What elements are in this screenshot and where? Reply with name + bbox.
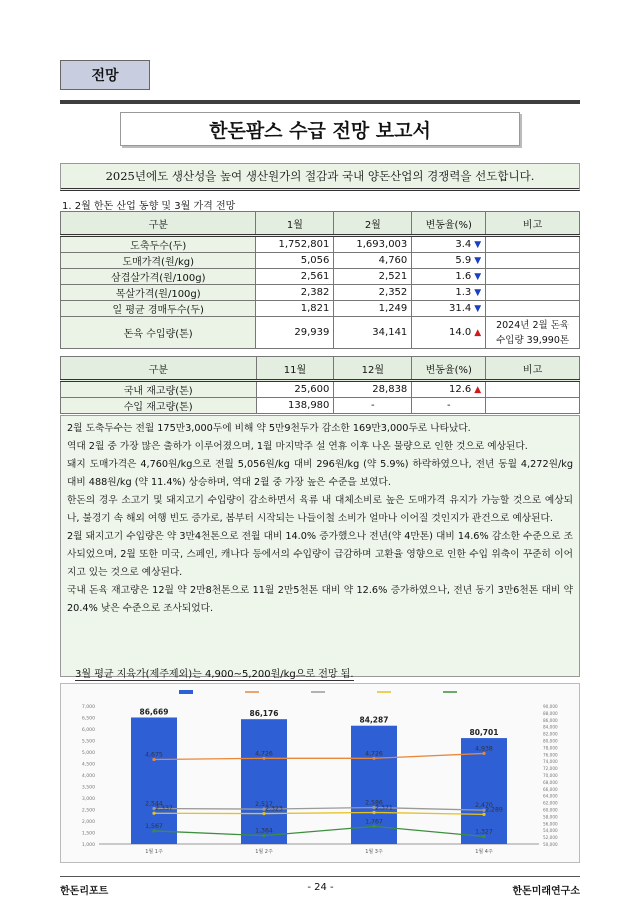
right-tick-label: 86,000 bbox=[543, 717, 558, 723]
chart-svg bbox=[61, 684, 581, 864]
header-cell: 12월 bbox=[334, 357, 412, 381]
note-cell bbox=[486, 253, 580, 269]
nov-value: 25,600 bbox=[256, 381, 334, 398]
left-tick-label: 5,500 bbox=[81, 739, 95, 745]
row-label: 도축두수(두) bbox=[61, 236, 256, 253]
narrative-box bbox=[60, 415, 580, 677]
x-tick-label: 1월 3주 bbox=[365, 849, 383, 855]
note-cell bbox=[486, 301, 580, 317]
note-cell: 2024년 2월 돈육 수입량 39,990톤 bbox=[486, 317, 580, 349]
jan-value: 2,382 bbox=[256, 285, 334, 301]
bar-data-label: 86,669 bbox=[139, 707, 169, 717]
inventory-table bbox=[60, 356, 580, 414]
feb-value: 1,249 bbox=[334, 301, 412, 317]
left-tick-label: 2,500 bbox=[81, 808, 95, 814]
right-tick-label: 90,000 bbox=[543, 704, 558, 709]
point-data-label: 2,544 bbox=[145, 800, 163, 808]
jan-value: 1,821 bbox=[256, 301, 334, 317]
row-label: 수입 재고량(톤) bbox=[61, 398, 257, 414]
x-tick-label: 1월 4주 bbox=[475, 849, 493, 855]
top-rule bbox=[60, 100, 580, 104]
feb-value: 34,141 bbox=[334, 317, 412, 349]
note-cell bbox=[486, 285, 580, 301]
feb-value: 4,760 bbox=[334, 253, 412, 269]
market-table bbox=[60, 211, 580, 349]
point-data-label: 4,726 bbox=[365, 750, 383, 758]
point-data-label: 1,327 bbox=[475, 828, 493, 836]
point-data-label: 1,364 bbox=[255, 827, 273, 835]
right-tick-label: 58,000 bbox=[543, 814, 558, 820]
left-tick-label: 4,000 bbox=[81, 774, 95, 779]
row-label: 목살가격(원/100g) bbox=[61, 285, 256, 301]
banner: 2025년에도 생산성을 높여 생산원가의 절감과 국내 양돈산업의 경쟁력을 선도합니다. bbox=[60, 163, 580, 191]
point-data-label: 2,470 bbox=[475, 802, 493, 810]
right-tick-label: 56,000 bbox=[543, 821, 558, 827]
point-data-label: 2,289 bbox=[485, 806, 503, 814]
header-cell: 2월 bbox=[334, 212, 412, 236]
jan-value: 2,561 bbox=[256, 269, 334, 285]
triangle-up-icon: ▲ bbox=[474, 385, 482, 395]
row-label: 도매가격(원/kg) bbox=[61, 253, 256, 269]
subhead: 1. 2월 한돈 산업 동향 및 3월 가격 전망 bbox=[62, 201, 236, 212]
left-tick-label: 4,500 bbox=[81, 762, 95, 768]
bar-data-label: 80,701 bbox=[469, 728, 499, 738]
rate-value: 3.4 bbox=[455, 239, 472, 250]
row-label: 돈육 수입량(톤) bbox=[61, 317, 256, 349]
report-title: 한돈팜스 수급 전망 보고서 bbox=[120, 112, 520, 146]
rate-value: 14.0 bbox=[448, 327, 472, 338]
table-row bbox=[61, 253, 580, 269]
feb-value: 2,521 bbox=[334, 269, 412, 285]
x-tick-label: 1월 2주 bbox=[255, 849, 273, 855]
footer-right: 한돈미래연구소 bbox=[512, 886, 580, 897]
point-data-label: 2,517 bbox=[255, 801, 273, 809]
footer-rule bbox=[60, 876, 580, 877]
rate-cell bbox=[412, 317, 486, 349]
rate-value: 1.3 bbox=[455, 287, 472, 298]
rate-cell bbox=[412, 381, 486, 398]
page-number: - 24 - bbox=[307, 882, 334, 893]
jan-value: 1,752,801 bbox=[256, 236, 334, 253]
jan-value: 29,939 bbox=[256, 317, 334, 349]
narrative-paragraph: 돼지 도매가격은 4,760원/kg으로 전월 5,056원/kg 대비 296원/kg (약 5.9%) 하락하였으나, 전년 동월 4,272원/kg 대비 488원/kg (약 11.4%) 상승하며, 역대 2월 중 가장 높은 수준을 보였다. bbox=[67, 459, 573, 488]
row-label: 삼겹살가격(원/100g) bbox=[61, 269, 256, 285]
table-row bbox=[61, 301, 580, 317]
series-line bbox=[154, 826, 484, 836]
rate-cell bbox=[412, 236, 486, 253]
left-tick-label: 1,500 bbox=[81, 831, 95, 837]
rate-value: 12.6 bbox=[449, 384, 472, 395]
dec-value: - bbox=[334, 398, 412, 414]
left-tick-label: 3,500 bbox=[81, 785, 95, 791]
triangle-down-icon: ▼ bbox=[474, 288, 482, 298]
note-cell bbox=[486, 381, 580, 398]
dec-value: 28,838 bbox=[334, 381, 412, 398]
table-row bbox=[61, 398, 580, 414]
right-tick-label: 72,000 bbox=[543, 766, 558, 772]
chart-bar bbox=[241, 719, 287, 844]
right-tick-label: 88,000 bbox=[543, 710, 558, 716]
rate-value: 5.9 bbox=[455, 255, 472, 266]
left-tick-label: 3,000 bbox=[81, 797, 95, 802]
right-tick-label: 82,000 bbox=[543, 731, 558, 737]
row-label: 일 평균 경매두수(두) bbox=[61, 301, 256, 317]
right-tick-label: 50,000 bbox=[543, 842, 558, 847]
left-tick-label: 6,500 bbox=[81, 716, 95, 722]
left-tick-label: 7,000 bbox=[81, 705, 95, 710]
note-cell bbox=[486, 269, 580, 285]
right-tick-label: 62,000 bbox=[543, 800, 558, 806]
triangle-down-icon: ▼ bbox=[474, 304, 482, 314]
table-row bbox=[61, 317, 580, 349]
footer-left: 한돈리포트 bbox=[60, 886, 109, 897]
series-line bbox=[154, 753, 484, 759]
table-row bbox=[61, 381, 580, 398]
left-tick-label: 1,000 bbox=[81, 843, 95, 848]
header-cell: 구분 bbox=[61, 357, 257, 381]
table-header-row bbox=[61, 212, 580, 236]
right-tick-label: 66,000 bbox=[543, 786, 558, 792]
series-line bbox=[154, 812, 484, 814]
point-data-label: 2,371 bbox=[375, 804, 393, 812]
left-tick-label: 5,000 bbox=[81, 751, 95, 756]
table-row bbox=[61, 236, 580, 253]
rate-value: 1.6 bbox=[455, 271, 472, 282]
bar-data-label: 84,287 bbox=[359, 715, 389, 725]
rate-value: 31.4 bbox=[448, 303, 472, 314]
header-cell: 변동율(%) bbox=[412, 212, 486, 236]
point-data-label: 2,323 bbox=[265, 805, 283, 813]
feb-value: 1,693,003 bbox=[334, 236, 412, 253]
right-tick-label: 64,000 bbox=[543, 793, 558, 799]
table-row bbox=[61, 269, 580, 285]
header-cell: 비고 bbox=[486, 212, 580, 236]
point-data-label: 2,337 bbox=[155, 805, 173, 813]
table-row bbox=[61, 285, 580, 301]
point-data-label: 4,938 bbox=[475, 745, 493, 753]
header-cell: 1월 bbox=[256, 212, 334, 236]
bar-data-label: 86,176 bbox=[249, 709, 279, 719]
left-tick-label: 6,000 bbox=[81, 728, 95, 733]
weekly-chart bbox=[60, 683, 580, 863]
right-tick-label: 76,000 bbox=[543, 752, 558, 758]
triangle-down-icon: ▼ bbox=[474, 272, 482, 282]
row-label: 국내 재고량(톤) bbox=[61, 381, 257, 398]
point-data-label: 1,767 bbox=[365, 818, 383, 826]
narrative-paragraph: 국내 돈육 재고량은 12월 약 2만8천톤으로 11월 2만5천톤 대비 약 12.6% 증가하였으나, 전년 동기 3만6천톤 대비 약 20.4% 낮은 수준으로 조사되었다. bbox=[67, 585, 573, 614]
right-tick-label: 84,000 bbox=[543, 724, 558, 730]
note-cell bbox=[486, 398, 580, 414]
narrative-paragraph: 한돈의 경우 소고기 및 돼지고기 수입량이 감소하면서 육류 내 대체소비로 높은 도매가격 유지가 가능할 것으로 예상되나, 불경기 속 해외 여행 빈도 증가로, 봄부터 시작되는 나들이철 소비가 얼마나 이어질 것인지가 관건으로 예상된다. bbox=[67, 495, 573, 524]
rate-cell: - bbox=[412, 398, 486, 414]
nov-value: 138,980 bbox=[256, 398, 334, 414]
table-header-row bbox=[61, 357, 580, 381]
right-tick-label: 54,000 bbox=[543, 828, 558, 834]
header-cell: 변동율(%) bbox=[412, 357, 486, 381]
right-tick-label: 80,000 bbox=[543, 738, 558, 744]
point-data-label: 2,586 bbox=[365, 799, 383, 807]
header-cell: 비고 bbox=[486, 357, 580, 381]
point-data-label: 4,675 bbox=[145, 751, 163, 759]
narrative-paragraph: 2월 도축두수는 전월 175만3,000두에 비해 약 5만9천두가 감소한 169만3,000두로 나타났다. bbox=[67, 423, 471, 434]
triangle-down-icon: ▼ bbox=[474, 256, 482, 266]
jan-value: 5,056 bbox=[256, 253, 334, 269]
right-tick-label: 70,000 bbox=[543, 773, 558, 778]
note-cell bbox=[486, 236, 580, 253]
right-tick-label: 68,000 bbox=[543, 779, 558, 785]
point-data-label: 1,567 bbox=[145, 822, 163, 830]
header-cell: 구분 bbox=[61, 212, 256, 236]
right-tick-label: 60,000 bbox=[543, 807, 558, 813]
x-tick-label: 1월 1주 bbox=[145, 849, 163, 855]
feb-value: 2,352 bbox=[334, 285, 412, 301]
narrative-paragraph: 2월 돼지고기 수입량은 약 3만4천톤으로 전월 대비 14.0% 증가했으나 전년(약 4만톤) 대비 14.6% 감소한 수준으로 조사되었으며, 2월 또한 미국, 스페인, 캐나다 등에서의 수입량이 급감하며 고환율 영향으로 인한 수입 위축이 꾸준히 이어지고 있는 것으로 예상된다. bbox=[67, 531, 573, 578]
rate-cell bbox=[412, 301, 486, 317]
right-tick-label: 74,000 bbox=[543, 759, 558, 765]
triangle-down-icon: ▼ bbox=[474, 240, 482, 250]
narrative-paragraph: 역대 2월 중 가장 많은 출하가 이루어졌으며, 1월 마지막주 설 연휴 이후 나온 물량으로 인한 것으로 예상된다. bbox=[67, 441, 528, 452]
rate-cell bbox=[412, 269, 486, 285]
triangle-up-icon: ▲ bbox=[474, 328, 482, 338]
rate-cell bbox=[412, 285, 486, 301]
left-tick-label: 2,000 bbox=[81, 820, 95, 825]
point-data-label: 4,726 bbox=[255, 750, 273, 758]
right-tick-label: 52,000 bbox=[543, 835, 558, 841]
section-tab: 전망 bbox=[60, 60, 150, 90]
header-cell: 11월 bbox=[256, 357, 334, 381]
rate-cell bbox=[412, 253, 486, 269]
price-outlook: 3월 평균 지육가(제주제외)는 4,900~5,200원/kg으로 전망 됨. bbox=[75, 665, 354, 681]
right-tick-label: 78,000 bbox=[543, 745, 558, 751]
